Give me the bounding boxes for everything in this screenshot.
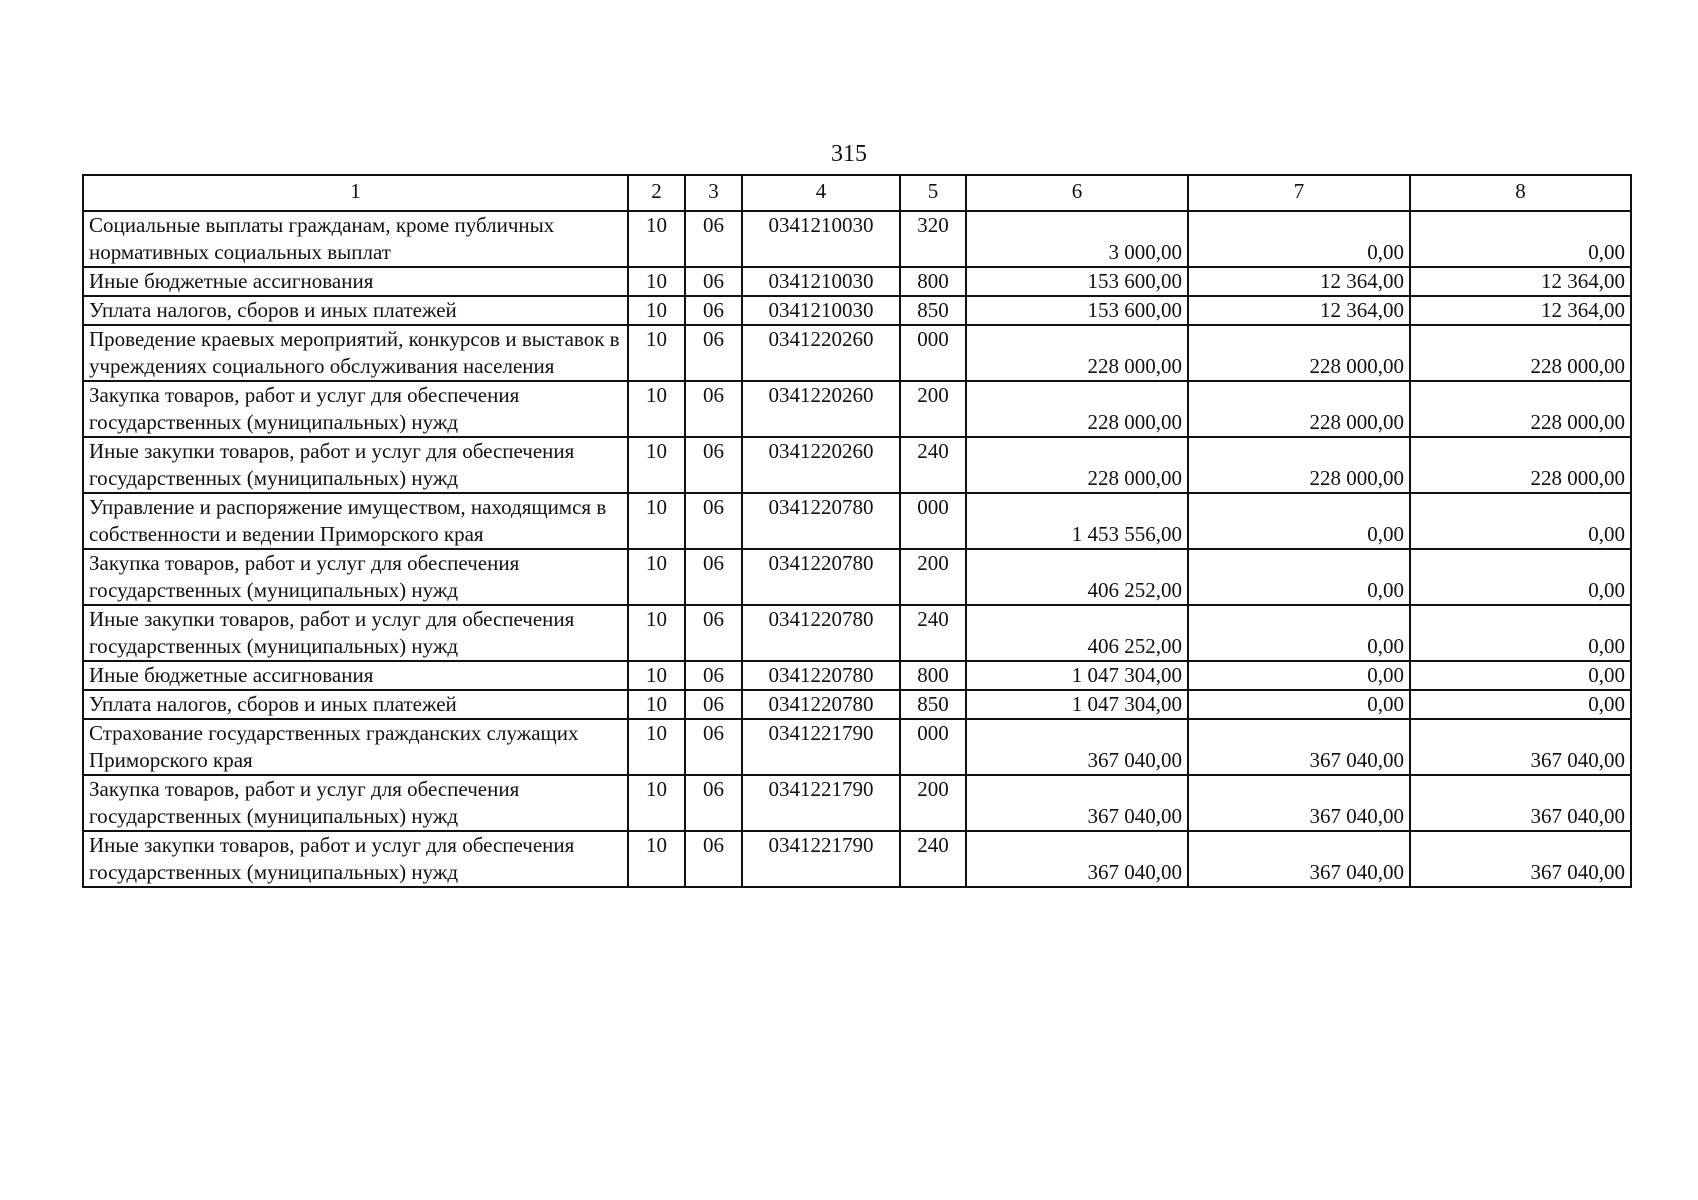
section-code-cell: 10 bbox=[628, 437, 685, 493]
amount-col6-cell: 1 047 304,00 bbox=[966, 690, 1188, 719]
amount-col7-cell: 367 040,00 bbox=[1188, 719, 1410, 775]
expense-type-cell: 000 bbox=[900, 719, 966, 775]
amount-col8-cell: 0,00 bbox=[1410, 605, 1631, 661]
amount-col8-cell: 228 000,00 bbox=[1410, 381, 1631, 437]
item-name-cell: Иные закупки товаров, работ и услуг для обеспечения государственных (муниципальных) нужд bbox=[83, 831, 628, 887]
subsection-code-cell: 06 bbox=[685, 831, 742, 887]
section-code-cell: 10 bbox=[628, 325, 685, 381]
table-row bbox=[83, 775, 1631, 831]
amount-col8-cell: 367 040,00 bbox=[1410, 831, 1631, 887]
expense-type-cell: 200 bbox=[900, 775, 966, 831]
amount-col8-cell: 0,00 bbox=[1410, 661, 1631, 690]
table-row bbox=[83, 381, 1631, 437]
target-article-cell: 0341220260 bbox=[742, 381, 900, 437]
section-code-cell: 10 bbox=[628, 211, 685, 267]
expense-type-cell: 240 bbox=[900, 605, 966, 661]
table-row bbox=[83, 325, 1631, 381]
subsection-code-cell: 06 bbox=[685, 549, 742, 605]
amount-col8-cell: 367 040,00 bbox=[1410, 775, 1631, 831]
column-header: 3 bbox=[685, 175, 742, 211]
table-row bbox=[83, 661, 1631, 690]
subsection-code-cell: 06 bbox=[685, 296, 742, 325]
section-code-cell: 10 bbox=[628, 381, 685, 437]
target-article-cell: 0341210030 bbox=[742, 296, 900, 325]
amount-col8-cell: 0,00 bbox=[1410, 549, 1631, 605]
table-row bbox=[83, 549, 1631, 605]
amount-col6-cell: 153 600,00 bbox=[966, 296, 1188, 325]
amount-col6-cell: 3 000,00 bbox=[966, 211, 1188, 267]
expense-type-cell: 000 bbox=[900, 325, 966, 381]
section-code-cell: 10 bbox=[628, 493, 685, 549]
amount-col7-cell: 0,00 bbox=[1188, 549, 1410, 605]
target-article-cell: 0341221790 bbox=[742, 719, 900, 775]
column-header: 7 bbox=[1188, 175, 1410, 211]
table-row bbox=[83, 690, 1631, 719]
table-body bbox=[83, 211, 1631, 887]
amount-col7-cell: 0,00 bbox=[1188, 690, 1410, 719]
column-header: 6 bbox=[966, 175, 1188, 211]
item-name-cell: Иные закупки товаров, работ и услуг для обеспечения государственных (муниципальных) нужд bbox=[83, 437, 628, 493]
amount-col7-cell: 228 000,00 bbox=[1188, 437, 1410, 493]
item-name-cell: Закупка товаров, работ и услуг для обеспечения государственных (муниципальных) нужд bbox=[83, 549, 628, 605]
target-article-cell: 0341220780 bbox=[742, 549, 900, 605]
amount-col7-cell: 367 040,00 bbox=[1188, 831, 1410, 887]
column-header: 4 bbox=[742, 175, 900, 211]
target-article-cell: 0341221790 bbox=[742, 775, 900, 831]
target-article-cell: 0341220780 bbox=[742, 690, 900, 719]
section-code-cell: 10 bbox=[628, 690, 685, 719]
item-name-cell: Иные закупки товаров, работ и услуг для обеспечения государственных (муниципальных) нужд bbox=[83, 605, 628, 661]
amount-col7-cell: 228 000,00 bbox=[1188, 325, 1410, 381]
item-name-cell: Управление и распоряжение имуществом, находящимся в собственности и ведении Приморского края bbox=[83, 493, 628, 549]
amount-col8-cell: 0,00 bbox=[1410, 690, 1631, 719]
amount-col6-cell: 367 040,00 bbox=[966, 831, 1188, 887]
table-row bbox=[83, 719, 1631, 775]
subsection-code-cell: 06 bbox=[685, 605, 742, 661]
amount-col6-cell: 406 252,00 bbox=[966, 605, 1188, 661]
expense-type-cell: 200 bbox=[900, 549, 966, 605]
column-header: 8 bbox=[1410, 175, 1631, 211]
amount-col6-cell: 228 000,00 bbox=[966, 325, 1188, 381]
item-name-cell: Иные бюджетные ассигнования bbox=[83, 267, 628, 296]
amount-col8-cell: 0,00 bbox=[1410, 493, 1631, 549]
target-article-cell: 0341220780 bbox=[742, 493, 900, 549]
amount-col7-cell: 0,00 bbox=[1188, 661, 1410, 690]
amount-col7-cell: 0,00 bbox=[1188, 211, 1410, 267]
amount-col6-cell: 1 453 556,00 bbox=[966, 493, 1188, 549]
section-code-cell: 10 bbox=[628, 605, 685, 661]
amount-col8-cell: 0,00 bbox=[1410, 211, 1631, 267]
column-header: 5 bbox=[900, 175, 966, 211]
amount-col6-cell: 153 600,00 bbox=[966, 267, 1188, 296]
column-header: 2 bbox=[628, 175, 685, 211]
subsection-code-cell: 06 bbox=[685, 211, 742, 267]
target-article-cell: 0341220260 bbox=[742, 437, 900, 493]
expense-type-cell: 320 bbox=[900, 211, 966, 267]
item-name-cell: Закупка товаров, работ и услуг для обеспечения государственных (муниципальных) нужд bbox=[83, 381, 628, 437]
target-article-cell: 0341210030 bbox=[742, 211, 900, 267]
expense-type-cell: 200 bbox=[900, 381, 966, 437]
section-code-cell: 10 bbox=[628, 267, 685, 296]
table-row bbox=[83, 831, 1631, 887]
subsection-code-cell: 06 bbox=[685, 325, 742, 381]
expense-type-cell: 800 bbox=[900, 661, 966, 690]
amount-col8-cell: 228 000,00 bbox=[1410, 325, 1631, 381]
amount-col8-cell: 367 040,00 bbox=[1410, 719, 1631, 775]
target-article-cell: 0341220780 bbox=[742, 605, 900, 661]
section-code-cell: 10 bbox=[628, 775, 685, 831]
table-row bbox=[83, 211, 1631, 267]
target-article-cell: 0341221790 bbox=[742, 831, 900, 887]
section-code-cell: 10 bbox=[628, 296, 685, 325]
amount-col7-cell: 12 364,00 bbox=[1188, 296, 1410, 325]
subsection-code-cell: 06 bbox=[685, 493, 742, 549]
table-row bbox=[83, 296, 1631, 325]
table-row bbox=[83, 605, 1631, 661]
item-name-cell: Закупка товаров, работ и услуг для обеспечения государственных (муниципальных) нужд bbox=[83, 775, 628, 831]
section-code-cell: 10 bbox=[628, 661, 685, 690]
amount-col7-cell: 0,00 bbox=[1188, 605, 1410, 661]
table-row bbox=[83, 437, 1631, 493]
column-number-row bbox=[83, 175, 1631, 211]
target-article-cell: 0341210030 bbox=[742, 267, 900, 296]
amount-col8-cell: 12 364,00 bbox=[1410, 267, 1631, 296]
amount-col6-cell: 367 040,00 bbox=[966, 775, 1188, 831]
amount-col7-cell: 228 000,00 bbox=[1188, 381, 1410, 437]
expense-type-cell: 800 bbox=[900, 267, 966, 296]
budget-table bbox=[82, 174, 1632, 888]
item-name-cell: Страхование государственных гражданских служащих Приморского края bbox=[83, 719, 628, 775]
amount-col6-cell: 406 252,00 bbox=[966, 549, 1188, 605]
subsection-code-cell: 06 bbox=[685, 437, 742, 493]
item-name-cell: Уплата налогов, сборов и иных платежей bbox=[83, 296, 628, 325]
target-article-cell: 0341220260 bbox=[742, 325, 900, 381]
expense-type-cell: 850 bbox=[900, 690, 966, 719]
amount-col6-cell: 228 000,00 bbox=[966, 437, 1188, 493]
section-code-cell: 10 bbox=[628, 831, 685, 887]
column-header: 1 bbox=[83, 175, 628, 211]
subsection-code-cell: 06 bbox=[685, 381, 742, 437]
subsection-code-cell: 06 bbox=[685, 267, 742, 296]
page-number: 315 bbox=[831, 141, 867, 167]
amount-col7-cell: 12 364,00 bbox=[1188, 267, 1410, 296]
item-name-cell: Проведение краевых мероприятий, конкурсов и выставок в учреждениях социального обслуживания населения bbox=[83, 325, 628, 381]
amount-col6-cell: 367 040,00 bbox=[966, 719, 1188, 775]
expense-type-cell: 850 bbox=[900, 296, 966, 325]
item-name-cell: Социальные выплаты гражданам, кроме публичных нормативных социальных выплат bbox=[83, 211, 628, 267]
subsection-code-cell: 06 bbox=[685, 775, 742, 831]
expense-type-cell: 240 bbox=[900, 437, 966, 493]
target-article-cell: 0341220780 bbox=[742, 661, 900, 690]
section-code-cell: 10 bbox=[628, 719, 685, 775]
amount-col8-cell: 228 000,00 bbox=[1410, 437, 1631, 493]
table-row bbox=[83, 267, 1631, 296]
subsection-code-cell: 06 bbox=[685, 719, 742, 775]
item-name-cell: Уплата налогов, сборов и иных платежей bbox=[83, 690, 628, 719]
amount-col7-cell: 0,00 bbox=[1188, 493, 1410, 549]
item-name-cell: Иные бюджетные ассигнования bbox=[83, 661, 628, 690]
amount-col7-cell: 367 040,00 bbox=[1188, 775, 1410, 831]
subsection-code-cell: 06 bbox=[685, 690, 742, 719]
expense-type-cell: 240 bbox=[900, 831, 966, 887]
amount-col6-cell: 1 047 304,00 bbox=[966, 661, 1188, 690]
amount-col8-cell: 12 364,00 bbox=[1410, 296, 1631, 325]
expense-type-cell: 000 bbox=[900, 493, 966, 549]
subsection-code-cell: 06 bbox=[685, 661, 742, 690]
amount-col6-cell: 228 000,00 bbox=[966, 381, 1188, 437]
table-row bbox=[83, 493, 1631, 549]
section-code-cell: 10 bbox=[628, 549, 685, 605]
